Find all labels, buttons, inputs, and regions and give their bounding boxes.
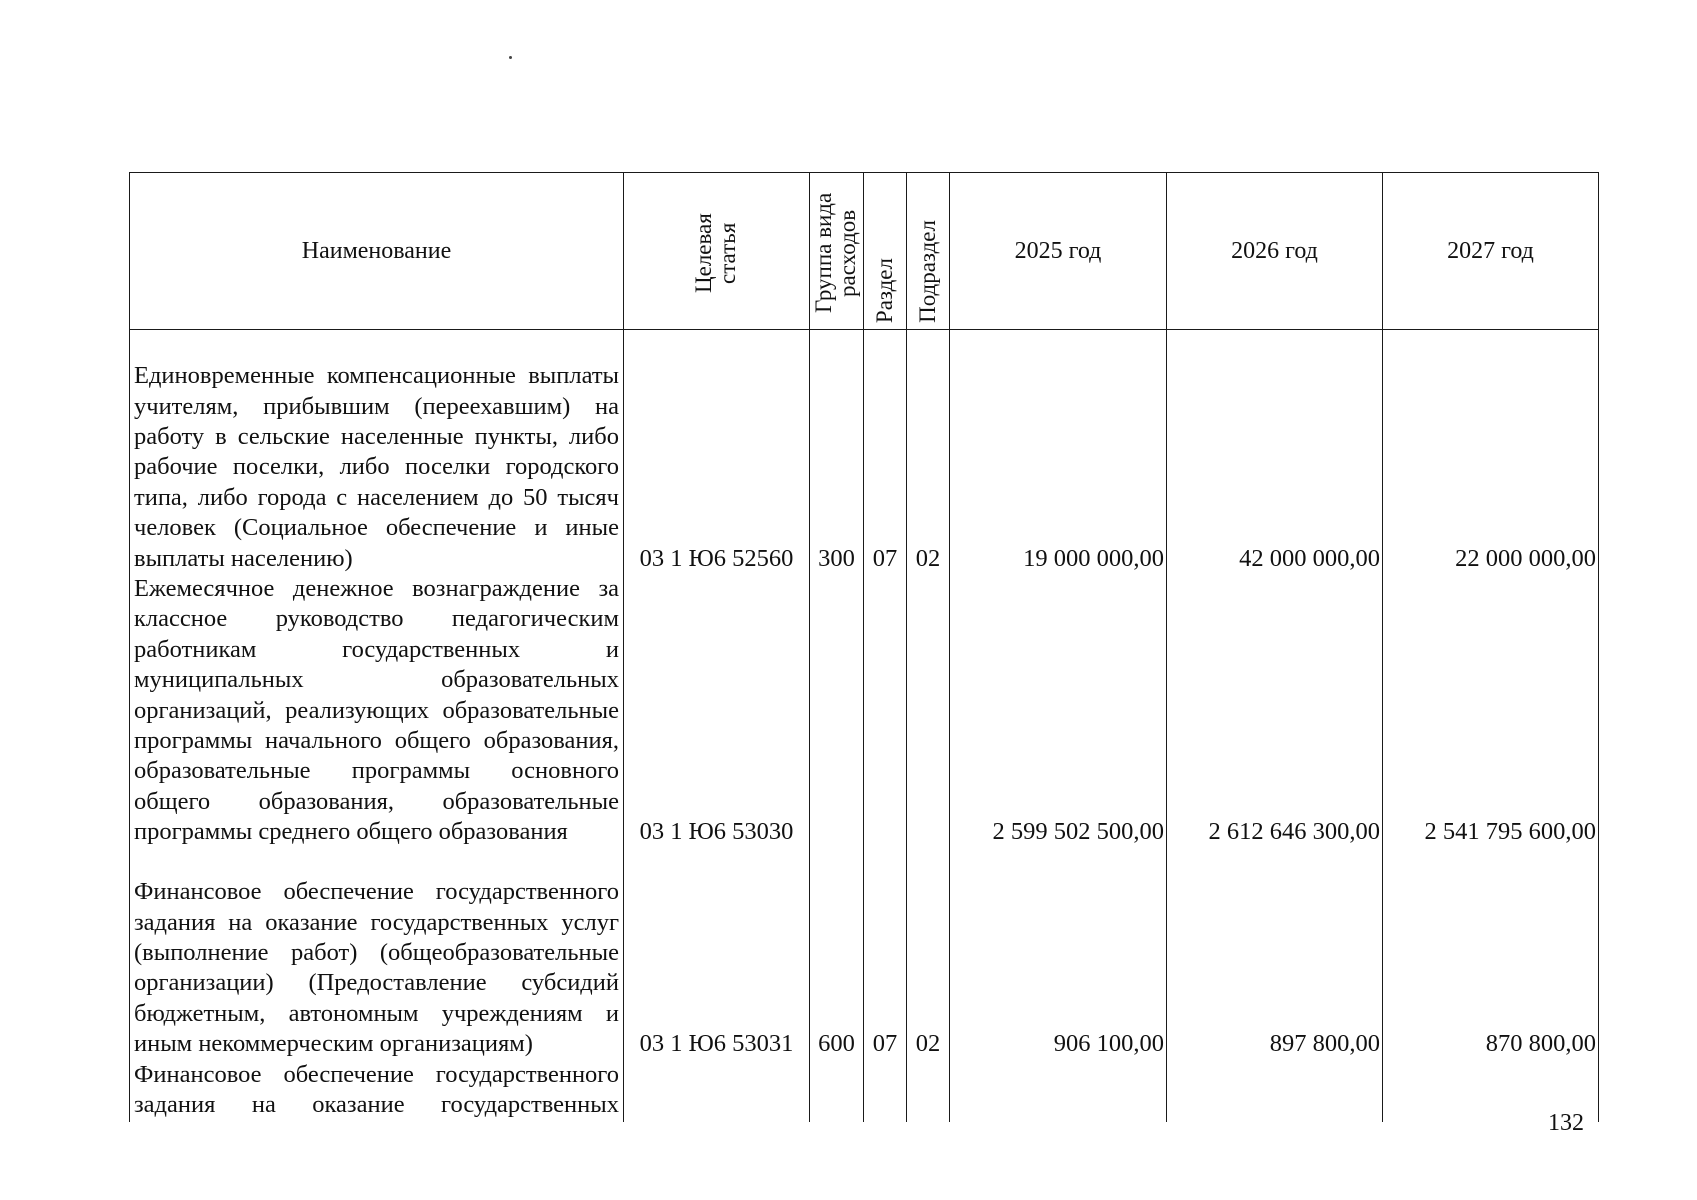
header-target-article <box>624 173 810 330</box>
row-name: Единовременные компенсационные выплаты учителям, прибывшим (переехавшим) на работу в сельские населенные пункты, либо рабочие поселки, либо поселки городского типа, либо города с населением до 50 тысяч человек (Социальное обеспечение и иные выплаты населению) <box>130 330 624 575</box>
row-amount-2026: 42 000 000,00 <box>1167 330 1383 575</box>
row-subsection <box>907 1060 950 1122</box>
header-section <box>864 173 907 330</box>
row-name: Ежемесячное денежное вознаграждение за классное руководство педагогическим работникам государственных и муниципальных образовательных организаций, реализующих образовательные программы начального общего образования, образовательные программы основного общего образования, образовательные программы среднего общего образования <box>130 574 624 848</box>
row-name: Финансовое обеспечение государственного задания на оказание государственных услуг (выполнение работ) (общеобразовательные организации) (Предоставление субсидий бюджетным, автономным учреждениям и иным некоммерческим организациям) <box>130 848 624 1060</box>
header-expense-group-label: Группа вида расходов <box>810 192 860 314</box>
row-amount-2025: 2 599 502 500,00 <box>950 574 1167 848</box>
row-amount-2026: 897 800,00 <box>1167 848 1383 1060</box>
header-section-label: Раздел <box>872 257 897 323</box>
header-2025: 2025 год <box>950 173 1167 330</box>
row-amount-2026: 2 612 646 300,00 <box>1167 574 1383 848</box>
header-2027: 2027 год <box>1383 173 1599 330</box>
row-amount-2025: 19 000 000,00 <box>950 330 1167 575</box>
row-section: 07 <box>864 848 907 1060</box>
row-amount-2027: 22 000 000,00 <box>1383 330 1599 575</box>
header-target-article-label: Целевая статья <box>690 213 740 293</box>
header-expense-group <box>810 173 864 330</box>
table-row <box>130 848 1599 1060</box>
row-amount-2027: 2 541 795 600,00 <box>1383 574 1599 848</box>
row-expense-group <box>810 574 864 848</box>
table-row <box>130 1060 1599 1122</box>
table-row <box>130 574 1599 848</box>
row-amount-2025: 906 100,00 <box>950 848 1167 1060</box>
table-header-row <box>130 173 1599 330</box>
row-expense-group <box>810 1060 864 1122</box>
row-amount-2026 <box>1167 1060 1383 1122</box>
row-expense-group: 600 <box>810 848 864 1060</box>
budget-table-frame <box>129 172 1598 1119</box>
row-subsection <box>907 574 950 848</box>
header-subsection <box>907 173 950 330</box>
table-row <box>130 330 1599 575</box>
row-name: Финансовое обеспечение государственного задания на оказание государственных <box>130 1060 624 1122</box>
row-target-article <box>624 1060 810 1122</box>
row-expense-group: 300 <box>810 330 864 575</box>
row-amount-2025 <box>950 1060 1167 1122</box>
row-subsection: 02 <box>907 330 950 575</box>
header-2026: 2026 год <box>1167 173 1383 330</box>
page-number: 132 <box>1548 1110 1584 1136</box>
header-subsection-label: Подраздел <box>915 220 940 323</box>
row-target-article: 03 1 Ю6 52560 <box>624 330 810 575</box>
row-section <box>864 574 907 848</box>
row-target-article: 03 1 Ю6 53031 <box>624 848 810 1060</box>
scan-speck <box>509 56 512 59</box>
header-name: Наименование <box>130 173 624 330</box>
row-subsection: 02 <box>907 848 950 1060</box>
budget-table <box>129 172 1599 1122</box>
row-section <box>864 1060 907 1122</box>
row-amount-2027: 870 800,00 <box>1383 848 1599 1060</box>
row-section: 07 <box>864 330 907 575</box>
row-target-article: 03 1 Ю6 53030 <box>624 574 810 848</box>
